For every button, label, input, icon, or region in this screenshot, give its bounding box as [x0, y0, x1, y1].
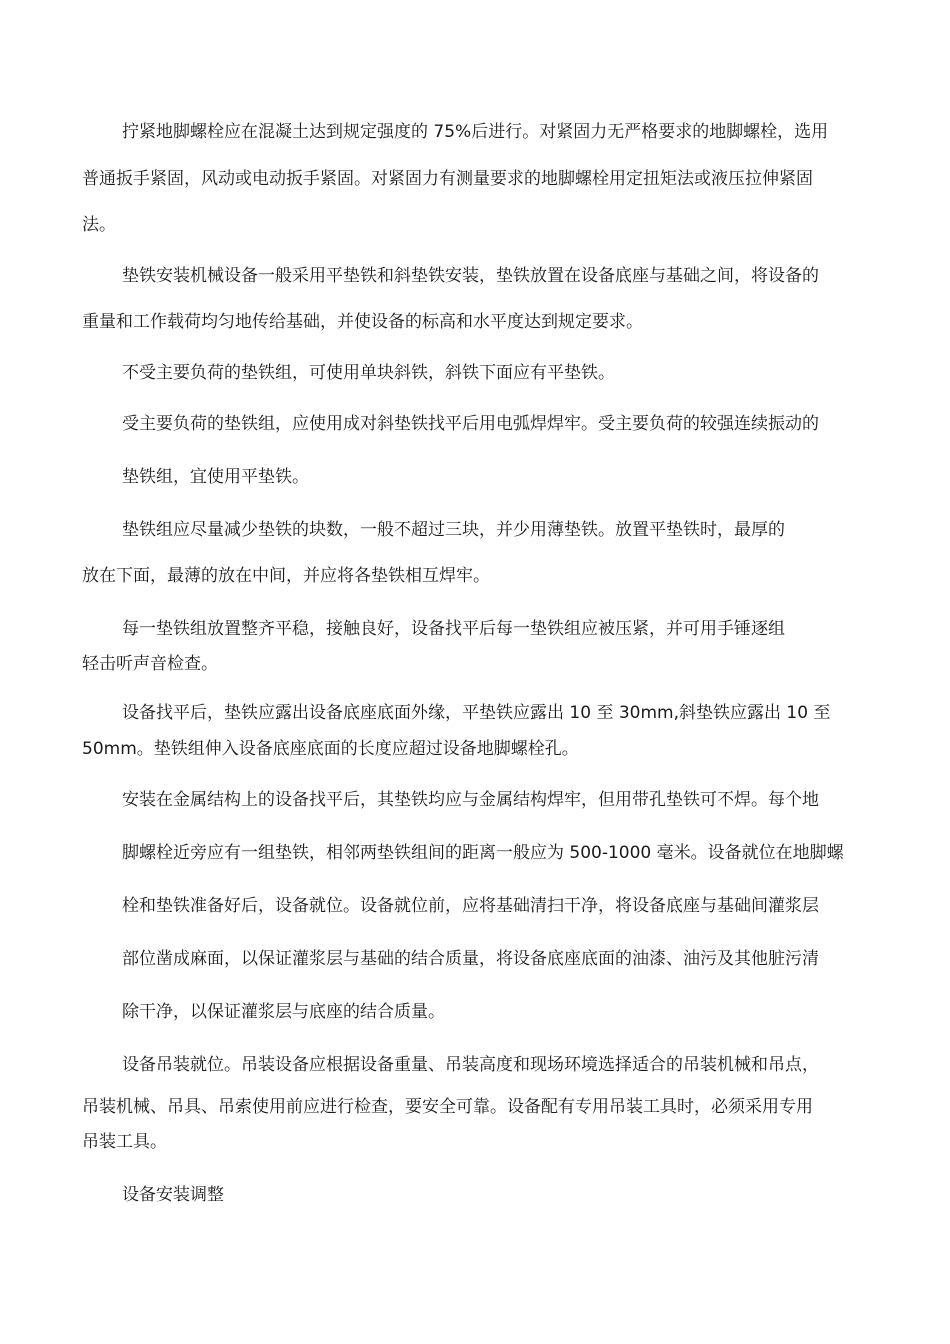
section-heading: 设备安装调整: [122, 1185, 224, 1205]
text-line: 脚螺栓近旁应有一组垫铁，相邻两垫铁组间的距离一般应为 500-1000 毫米。设备就位在地脚螺: [122, 843, 844, 863]
text-line: 垫铁组，宜使用平垫铁。: [122, 467, 309, 487]
text-line: 安装在金属结构上的设备找平后，其垫铁均应与金属结构焊牢，但用带孔垫铁可不焊。每个地: [122, 790, 819, 810]
text-line: 拧紧地脚螺栓应在混凝土达到规定强度的 75%后进行。对紧固力无严格要求的地脚螺栓，选用: [122, 122, 829, 142]
text-line: 轻击听声音检查。: [82, 654, 218, 674]
text-line: 垫铁组应尽量减少垫铁的块数，一般不超过三块，并少用薄垫铁。放置平垫铁时，最厚的: [122, 520, 785, 540]
text-line: 不受主要负荷的垫铁组，可使用单块斜铁，斜铁下面应有平垫铁。: [122, 363, 615, 383]
text-line: 重量和工作载荷均匀地传给基础，并使设备的标高和水平度达到规定要求。: [82, 312, 643, 332]
text-line: 吊装工具。: [82, 1132, 167, 1152]
text-line: 吊装机械、吊具、吊索使用前应进行检查，要安全可靠。设备配有专用吊装工具时，必须采用专用: [82, 1097, 813, 1117]
text-line: 法。: [82, 215, 116, 235]
text-line: 设备吊装就位。吊装设备应根据设备重量、吊装高度和现场环境选择适合的吊装机械和吊点，: [122, 1055, 819, 1075]
text-line: 栓和垫铁准备好后，设备就位。设备就位前，应将基础清扫干净，将设备底座与基础间灌浆层: [122, 896, 819, 916]
text-line: 普通扳手紧固，风动或电动扳手紧固。对紧固力有测量要求的地脚螺栓用定扭矩法或液压拉伸紧固: [82, 169, 813, 189]
text-line: 设备找平后，垫铁应露出设备底座底面外缘，平垫铁应露出 10 至 30mm,斜垫铁应露出 10 至: [122, 703, 831, 723]
text-line: 受主要负荷的垫铁组，应使用成对斜垫铁找平后用电弧焊焊牢。受主要负荷的较强连续振动的: [122, 414, 819, 434]
text-line: 每一垫铁组放置整齐平稳，接触良好，设备找平后每一垫铁组应被压紧，并可用手锤逐组: [122, 619, 785, 639]
text-line: 放在下面，最薄的放在中间，并应将各垫铁相互焊牢。: [82, 566, 490, 586]
text-line: 部位凿成麻面，以保证灌浆层与基础的结合质量，将设备底座底面的油漆、油污及其他脏污清: [122, 949, 819, 969]
text-line: 50mm。垫铁组伸入设备底座底面的长度应超过设备地脚螺栓孔。: [82, 739, 579, 759]
text-line: 垫铁安装机械设备一般采用平垫铁和斜垫铁安装，垫铁放置在设备底座与基础之间，将设备的: [122, 266, 819, 286]
text-line: 除干净，以保证灌浆层与底座的结合质量。: [122, 1002, 445, 1022]
